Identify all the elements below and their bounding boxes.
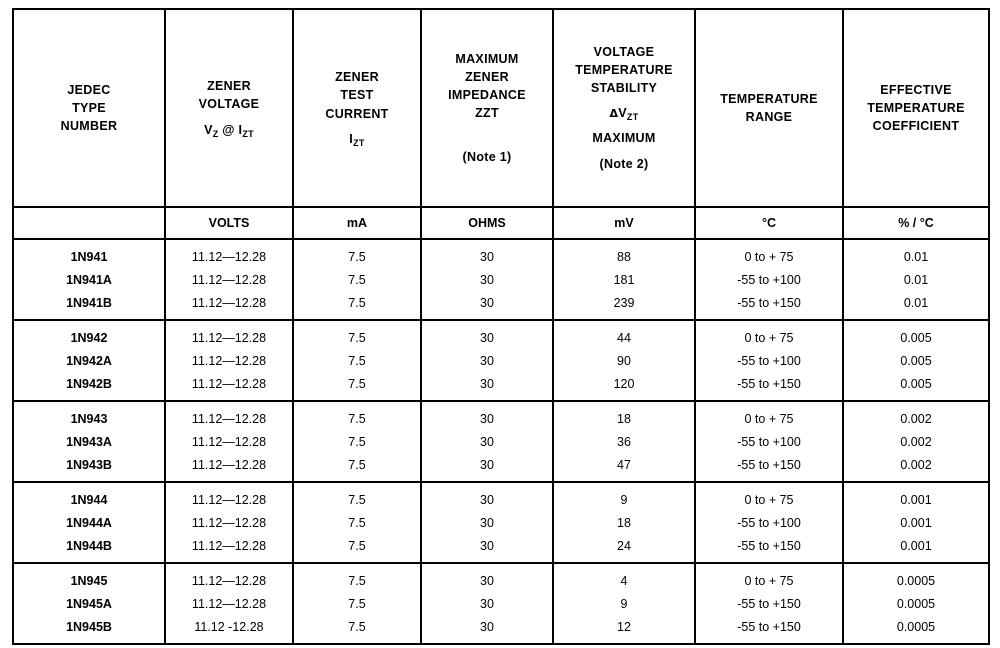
cell-temperature-coefficient: 0.005 (843, 320, 989, 349)
cell-zener-voltage: 11.12—12.28 (165, 268, 293, 291)
cell-temperature-coefficient: 0.005 (843, 372, 989, 401)
table-row (13, 615, 989, 644)
cell-voltage-stability: 47 (553, 453, 695, 482)
cell-temperature-range: -55 to +100 (695, 511, 843, 534)
table-group (13, 563, 989, 644)
header-note-reference: (Note 1) (462, 150, 512, 165)
unit-cell-mv: mV (553, 207, 695, 239)
cell-temperature-range: -55 to +100 (695, 268, 843, 291)
header-line: STABILITY (590, 80, 658, 95)
cell-temperature-range: -55 to +150 (695, 453, 843, 482)
header-line: COEFFICIENT (872, 119, 960, 134)
header-symbol-delta-vzt: $\Delta V_{ZT}$ (609, 106, 639, 122)
zener-specification-table (12, 8, 990, 645)
table-row (13, 239, 989, 268)
cell-test-current: 7.5 (293, 534, 421, 563)
cell-zener-voltage: 11.12—12.28 (165, 534, 293, 563)
cell-voltage-stability: 44 (553, 320, 695, 349)
header-line: VOLTAGE (198, 97, 260, 112)
header-line: ZENER (465, 69, 509, 84)
cell-temperature-range: -55 to +150 (695, 592, 843, 615)
cell-type-number: 1N942B (13, 372, 165, 401)
cell-temperature-range: 0 to + 75 (695, 239, 843, 268)
cell-type-number: 1N943A (13, 430, 165, 453)
column-header-temperature-range (695, 9, 843, 207)
column-header-zener-test-current (293, 9, 421, 207)
cell-voltage-stability: 90 (553, 349, 695, 372)
cell-impedance: 30 (421, 372, 553, 401)
table-group (13, 320, 989, 401)
cell-zener-voltage: 11.12—12.28 (165, 239, 293, 268)
cell-temperature-range: 0 to + 75 (695, 563, 843, 592)
header-line: MAXIMUM (455, 51, 519, 66)
cell-zener-voltage: 11.12—12.28 (165, 430, 293, 453)
cell-zener-voltage: 11.12—12.28 (165, 511, 293, 534)
table-row (13, 482, 989, 511)
cell-impedance: 30 (421, 349, 553, 372)
cell-type-number: 1N941A (13, 268, 165, 291)
cell-zener-voltage: 11.12—12.28 (165, 482, 293, 511)
cell-impedance: 30 (421, 563, 553, 592)
unit-cell-celsius: °C (695, 207, 843, 239)
table-row (13, 592, 989, 615)
cell-type-number: 1N945A (13, 592, 165, 615)
cell-impedance: 30 (421, 291, 553, 320)
header-row (13, 9, 989, 207)
unit-cell-jedec (13, 207, 165, 239)
cell-temperature-coefficient: 0.001 (843, 482, 989, 511)
cell-temperature-coefficient: 0.01 (843, 268, 989, 291)
header-line: NUMBER (60, 119, 118, 134)
header-line: ZENER (335, 70, 379, 85)
cell-type-number: 1N941B (13, 291, 165, 320)
cell-zener-voltage: 11.12—12.28 (165, 372, 293, 401)
cell-temperature-range: -55 to +150 (695, 615, 843, 644)
cell-impedance: 30 (421, 239, 553, 268)
cell-zener-voltage: 11.12—12.28 (165, 291, 293, 320)
cell-test-current: 7.5 (293, 482, 421, 511)
table-row (13, 268, 989, 291)
cell-temperature-coefficient: 0.002 (843, 453, 989, 482)
cell-test-current: 7.5 (293, 615, 421, 644)
cell-impedance: 30 (421, 430, 553, 453)
cell-impedance: 30 (421, 268, 553, 291)
cell-voltage-stability: 4 (553, 563, 695, 592)
cell-test-current: 7.5 (293, 320, 421, 349)
header-line: MAXIMUM (592, 131, 656, 146)
cell-temperature-coefficient: 0.0005 (843, 615, 989, 644)
cell-type-number: 1N944 (13, 482, 165, 511)
cell-zener-voltage: 11.12 -12.28 (165, 615, 293, 644)
unit-cell-percent-per-celsius: % / °C (843, 207, 989, 239)
header-line: EFFECTIVE (880, 82, 952, 97)
header-line: TEST (340, 88, 374, 103)
header-line: ZZT (475, 106, 499, 121)
table-group (13, 239, 989, 320)
cell-type-number: 1N943 (13, 401, 165, 430)
cell-impedance: 30 (421, 320, 553, 349)
cell-temperature-range: -55 to +150 (695, 372, 843, 401)
table-row (13, 320, 989, 349)
header-line: CURRENT (325, 106, 389, 121)
cell-voltage-stability: 120 (553, 372, 695, 401)
header-line: ZENER (207, 79, 251, 94)
cell-temperature-range: -55 to +150 (695, 291, 843, 320)
table-group (13, 401, 989, 482)
cell-temperature-range: -55 to +150 (695, 534, 843, 563)
column-header-jedec-type-number (13, 9, 165, 207)
cell-type-number: 1N944B (13, 534, 165, 563)
cell-zener-voltage: 11.12—12.28 (165, 320, 293, 349)
cell-temperature-coefficient: 0.0005 (843, 592, 989, 615)
header-line: RANGE (745, 110, 793, 124)
cell-impedance: 30 (421, 592, 553, 615)
unit-cell-ma: mA (293, 207, 421, 239)
cell-temperature-range: 0 to + 75 (695, 401, 843, 430)
cell-zener-voltage: 11.12—12.28 (165, 563, 293, 592)
column-header-maximum-zener-impedance (421, 9, 553, 207)
cell-temperature-coefficient: 0.001 (843, 534, 989, 563)
table-header (13, 9, 989, 239)
cell-temperature-range: -55 to +100 (695, 349, 843, 372)
table-row (13, 401, 989, 430)
table-group (13, 482, 989, 563)
cell-test-current: 7.5 (293, 430, 421, 453)
table-row (13, 430, 989, 453)
header-line: TEMPERATURE (720, 91, 818, 106)
cell-temperature-coefficient: 0.01 (843, 291, 989, 320)
table-row (13, 372, 989, 401)
cell-type-number: 1N943B (13, 453, 165, 482)
cell-type-number: 1N941 (13, 239, 165, 268)
cell-zener-voltage: 11.12—12.28 (165, 401, 293, 430)
table-row (13, 534, 989, 563)
cell-temperature-coefficient: 0.002 (843, 430, 989, 453)
cell-impedance: 30 (421, 453, 553, 482)
cell-voltage-stability: 9 (553, 482, 695, 511)
cell-test-current: 7.5 (293, 239, 421, 268)
column-header-zener-voltage (165, 9, 293, 207)
table-row (13, 453, 989, 482)
cell-voltage-stability: 24 (553, 534, 695, 563)
cell-voltage-stability: 239 (553, 291, 695, 320)
cell-impedance: 30 (421, 482, 553, 511)
cell-impedance: 30 (421, 401, 553, 430)
cell-zener-voltage: 11.12—12.28 (165, 592, 293, 615)
unit-cell-ohms: OHMS (421, 207, 553, 239)
units-row (13, 207, 989, 239)
table-row (13, 511, 989, 534)
cell-temperature-coefficient: 0.002 (843, 401, 989, 430)
cell-type-number: 1N942 (13, 320, 165, 349)
cell-test-current: 7.5 (293, 401, 421, 430)
cell-temperature-range: 0 to + 75 (695, 482, 843, 511)
cell-test-current: 7.5 (293, 372, 421, 401)
table-row (13, 349, 989, 372)
cell-impedance: 30 (421, 615, 553, 644)
cell-type-number: 1N945 (13, 563, 165, 592)
column-header-voltage-temperature-stability (553, 9, 695, 207)
cell-voltage-stability: 9 (553, 592, 695, 615)
header-line: VOLTAGE (593, 44, 655, 59)
table-row (13, 291, 989, 320)
cell-test-current: 7.5 (293, 511, 421, 534)
cell-zener-voltage: 11.12—12.28 (165, 349, 293, 372)
cell-test-current: 7.5 (293, 453, 421, 482)
header-symbol-izt: $I_{ZT}$ (349, 131, 365, 148)
cell-test-current: 7.5 (293, 268, 421, 291)
cell-voltage-stability: 181 (553, 268, 695, 291)
cell-voltage-stability: 18 (553, 401, 695, 430)
cell-temperature-range: -55 to +100 (695, 430, 843, 453)
header-line: JEDEC (67, 82, 111, 97)
cell-type-number: 1N942A (13, 349, 165, 372)
cell-type-number: 1N945B (13, 615, 165, 644)
column-header-effective-temperature-coefficient (843, 9, 989, 207)
cell-test-current: 7.5 (293, 349, 421, 372)
cell-temperature-coefficient: 0.0005 (843, 563, 989, 592)
unit-cell-volts: VOLTS (165, 207, 293, 239)
cell-voltage-stability: 88 (553, 239, 695, 268)
cell-zener-voltage: 11.12—12.28 (165, 453, 293, 482)
cell-test-current: 7.5 (293, 592, 421, 615)
header-symbol-vz-at-izt: $V_Z$ @ $I_{ZT}$ (204, 122, 254, 139)
cell-test-current: 7.5 (293, 563, 421, 592)
cell-voltage-stability: 36 (553, 430, 695, 453)
cell-temperature-coefficient: 0.01 (843, 239, 989, 268)
cell-impedance: 30 (421, 534, 553, 563)
cell-voltage-stability: 18 (553, 511, 695, 534)
table-row (13, 563, 989, 592)
header-line: TEMPERATURE (867, 100, 965, 115)
cell-test-current: 7.5 (293, 291, 421, 320)
cell-temperature-coefficient: 0.005 (843, 349, 989, 372)
header-line: TEMPERATURE (575, 62, 673, 77)
cell-voltage-stability: 12 (553, 615, 695, 644)
header-line: IMPEDANCE (448, 87, 526, 102)
cell-temperature-range: 0 to + 75 (695, 320, 843, 349)
header-note-reference: (Note 2) (599, 157, 649, 172)
cell-type-number: 1N944A (13, 511, 165, 534)
header-line: TYPE (72, 100, 106, 115)
cell-impedance: 30 (421, 511, 553, 534)
cell-temperature-coefficient: 0.001 (843, 511, 989, 534)
